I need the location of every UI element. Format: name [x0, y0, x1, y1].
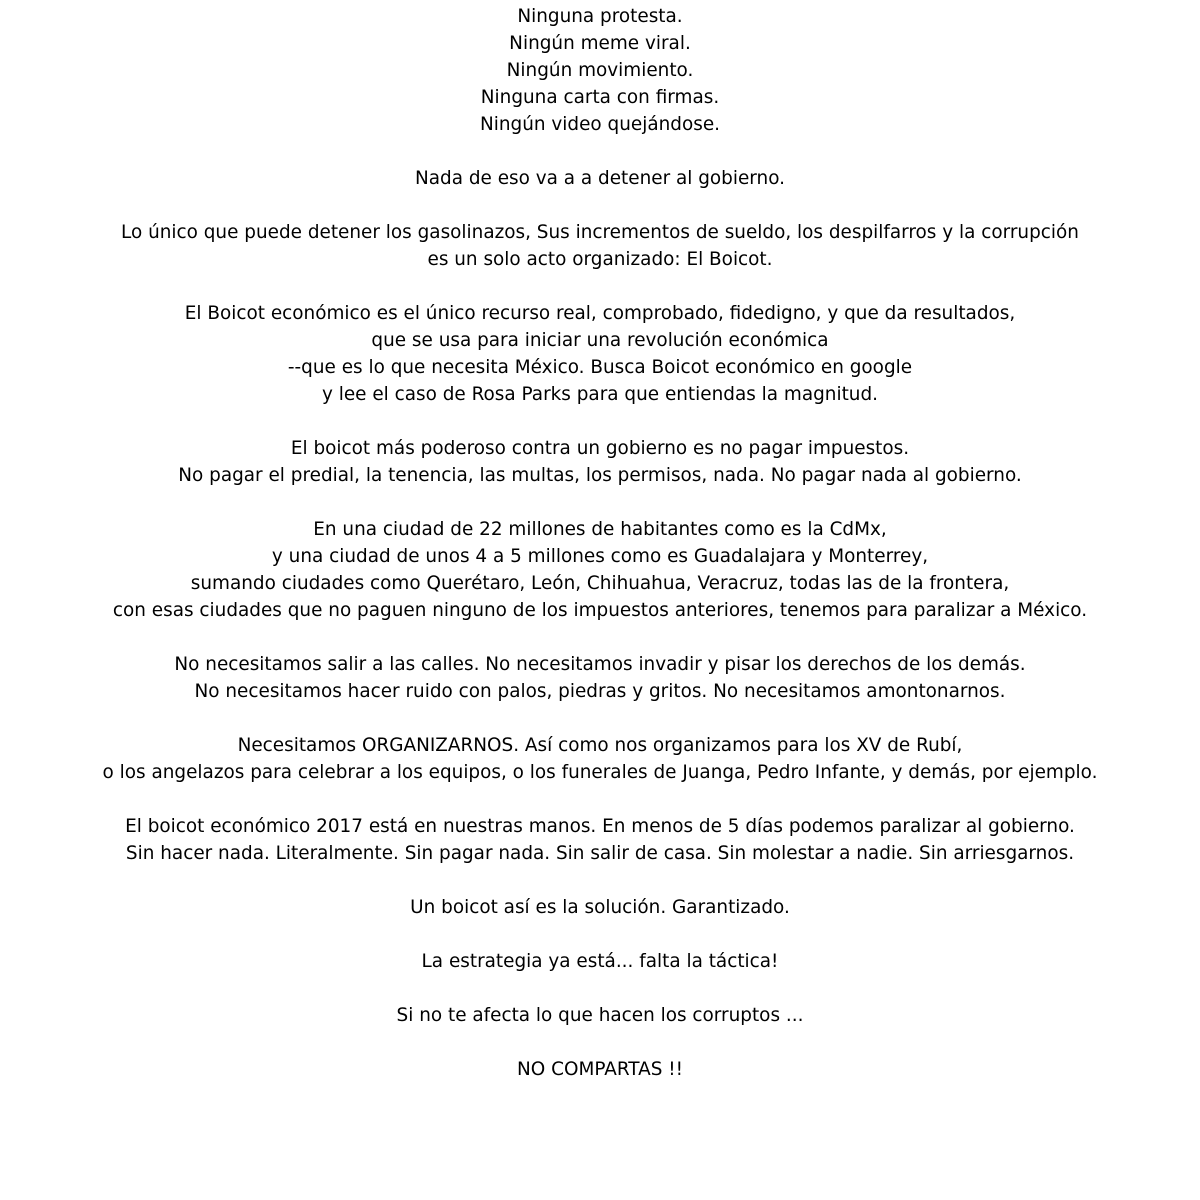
paragraph	[0, 1002, 1200, 1029]
paragraph-gap	[0, 192, 1200, 219]
text-line: Ningún meme viral.	[509, 33, 691, 54]
paragraph	[0, 300, 1200, 408]
text-line: con esas ciudades que no paguen ninguno de los impuestos anteriores, tenemos para paralizar a México.	[112, 600, 1088, 621]
text-line: Necesitamos ORGANIZARNOS. Así como nos organizamos para los XV de Rubí,	[237, 735, 963, 756]
paragraph	[0, 948, 1200, 975]
text-line: Si no te afecta lo que hacen los corruptos ...	[396, 1005, 804, 1026]
text-line: y lee el caso de Rosa Parks para que entiendas la magnitud.	[321, 384, 879, 405]
paragraph	[0, 3, 1200, 138]
paragraph-gap	[0, 786, 1200, 813]
paragraph	[0, 732, 1200, 786]
paragraph	[0, 219, 1200, 273]
text-line: Ningún movimiento.	[506, 60, 694, 81]
text-line: Nada de eso va a a detener al gobierno.	[414, 168, 786, 189]
paragraph	[0, 813, 1200, 867]
text-line: El boicot más poderoso contra un gobierno es no pagar impuestos.	[290, 438, 910, 459]
text-line: Ninguna carta con firmas.	[480, 87, 720, 108]
text-line: Un boicot así es la solución. Garantizado.	[410, 897, 790, 918]
text-line: Sin hacer nada. Literalmente. Sin pagar nada. Sin salir de casa. Sin molestar a nadie. Sin arriesgarnos.	[125, 843, 1075, 864]
text-line: Ningún video quejándose.	[479, 114, 721, 135]
paragraph-gap	[0, 921, 1200, 948]
text-line: No pagar el predial, la tenencia, las multas, los permisos, nada. No pagar nada al gobierno.	[178, 465, 1022, 486]
text-line: No necesitamos salir a las calles. No necesitamos invadir y pisar los derechos de los demás.	[174, 654, 1026, 675]
text-line: El boicot económico 2017 está en nuestras manos. En menos de 5 días podemos paralizar al gobierno.	[125, 816, 1075, 837]
text-line: sumando ciudades como Querétaro, León, Chihuahua, Veracruz, todas las de la frontera,	[190, 573, 1010, 594]
paragraph-gap	[0, 705, 1200, 732]
paragraph-gap	[0, 867, 1200, 894]
text-line: es un solo acto organizado: El Boicot.	[427, 249, 773, 270]
text-line: El Boicot económico es el único recurso real, comprobado, fidedigno, y que da resultados,	[184, 303, 1016, 324]
paragraph	[0, 435, 1200, 489]
paragraph-gap	[0, 1029, 1200, 1056]
paragraph-gap	[0, 624, 1200, 651]
paragraph-gap	[0, 408, 1200, 435]
text-line: o los angelazos para celebrar a los equipos, o los funerales de Juanga, Pedro Infante, y demás, por ejemplo.	[102, 762, 1098, 783]
paragraph-gap	[0, 273, 1200, 300]
text-line: La estrategia ya está... falta la táctica!	[421, 951, 779, 972]
paragraph	[0, 165, 1200, 192]
text-line: y una ciudad de unos 4 a 5 millones como es Guadalajara y Monterrey,	[271, 546, 929, 567]
paragraph-gap	[0, 138, 1200, 165]
text-line: En una ciudad de 22 millones de habitantes como es la CdMx,	[313, 519, 887, 540]
paragraph	[0, 894, 1200, 921]
paragraph	[0, 516, 1200, 624]
text-line: No necesitamos hacer ruido con palos, piedras y gritos. No necesitamos amontonarnos.	[194, 681, 1006, 702]
text-line: Lo único que puede detener los gasolinazos, Sus incrementos de sueldo, los despilfarros y la corrupción	[121, 222, 1079, 243]
paragraph	[0, 651, 1200, 705]
paragraph	[0, 1056, 1200, 1083]
text-line: que se usa para iniciar una revolución económica	[371, 330, 829, 351]
paragraph-gap	[0, 489, 1200, 516]
paragraph-gap	[0, 975, 1200, 1002]
text-line: --que es lo que necesita México. Busca Boicot económico en google	[287, 357, 913, 378]
text-line: Ninguna protesta.	[517, 6, 683, 27]
closing-line: NO COMPARTAS !!	[516, 1059, 684, 1080]
